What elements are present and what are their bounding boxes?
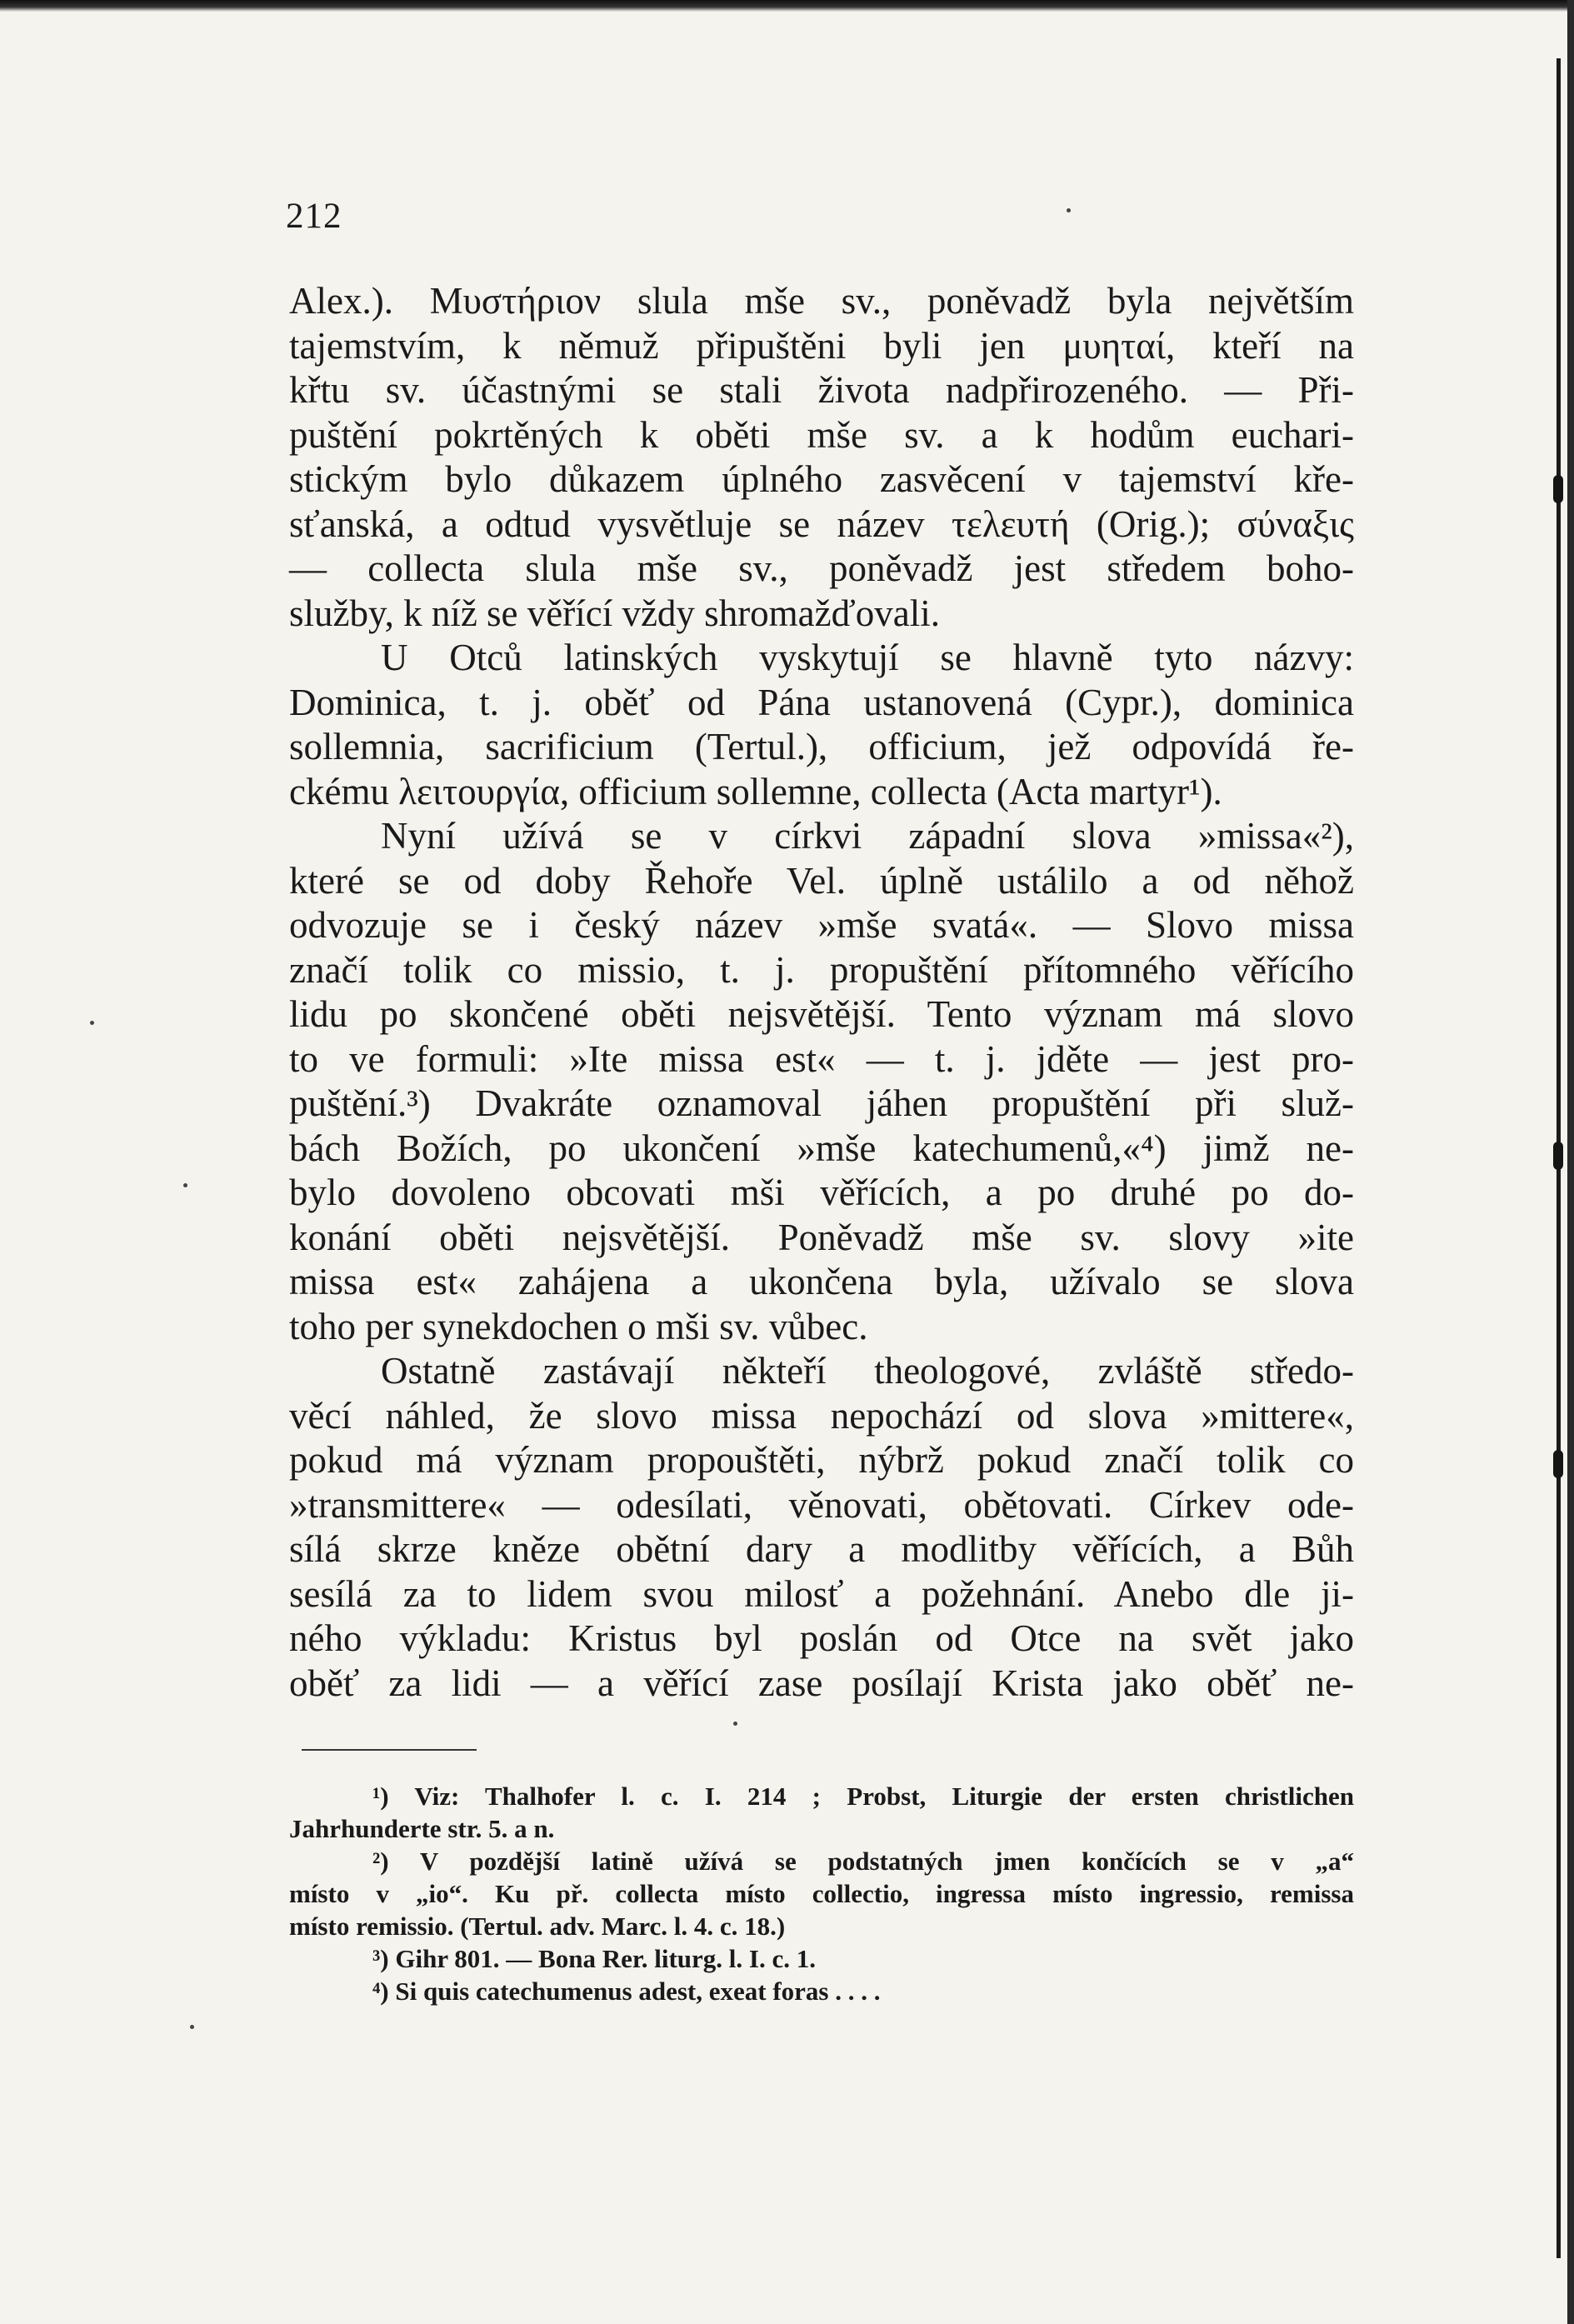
text-line: Dominica, t. j. oběť od Pána ustanovená (Cypr.), dominica — [289, 681, 1354, 723]
text-line: puštění.³) Dvakráte oznamoval jáhen propuštění při služ- — [289, 1082, 1354, 1124]
text-line: »transmittere« — odesílati, věnovati, obětovati. Církev ode- — [289, 1483, 1354, 1526]
text-line: křtu sv. účastnými se stali života nadpřirozeného. — Při- — [289, 369, 1354, 411]
text-line: věcí náhled, že slovo missa nepochází od slova »mittere«, — [289, 1394, 1354, 1437]
footnote-line: Jahrhunderte str. 5. a n. — [289, 1814, 555, 1843]
text-line: tajemstvím, k němuž připuštěni byli jen μυηταί, kteří na — [289, 324, 1354, 367]
text-line: služby, k níž se věřící vždy shromažďovali. — [289, 592, 940, 634]
binding-mark — [1553, 1142, 1563, 1170]
text-line: missa est« zahájena a ukončena byla, užívalo se slova — [289, 1261, 1354, 1302]
text-line: pokud má význam propouštěti, nýbrž pokud značí tolik co — [289, 1439, 1354, 1481]
text-line: toho per synekdochen o mši sv. vůbec. — [289, 1305, 868, 1347]
text-line: sesílá za to lidem svou milosť a požehnání. Anebo dle ji- — [289, 1572, 1354, 1615]
page-number: 212 — [286, 197, 342, 236]
text-line: U Otců latinských vyskytují se hlavně tyto názvy: — [381, 637, 1354, 678]
text-line: konání oběti nejsvětější. Poněvadž mše sv. slovy »ite — [289, 1216, 1354, 1258]
text-line: značí tolik co missio, t. j. propuštění přítomného věřícího — [289, 948, 1354, 991]
scan-speck — [183, 1183, 187, 1187]
scan-top-edge — [0, 0, 1574, 12]
text-line: lidu po skončené oběti nejsvětější. Tento význam má slovo — [289, 993, 1354, 1035]
text-line: ckému λειτουργία, officium sollemne, collecta (Acta martyr¹). — [289, 770, 1222, 812]
scan-speck — [1067, 208, 1071, 212]
scan-right-border — [1567, 0, 1574, 2324]
footnote-line: ¹) Viz: Thalhofer l. c. I. 214 ; Probst, Liturgie der ersten christlichen — [372, 1782, 1354, 1811]
binding-mark — [1553, 475, 1563, 503]
text-line: Alex.). Μυστήριον slula mše sv., poněvadž byla největším — [289, 280, 1354, 322]
text-line: odvozuje se i český název »mše svatá«. — Slovo missa — [289, 904, 1354, 946]
footnote-line: ³) Gihr 801. — Bona Rer. liturg. l. I. c. 1. — [372, 1944, 816, 1973]
text-line: které se od doby Řehoře Vel. úplně ustálilo a od něhož — [289, 859, 1354, 902]
footnote-separator — [302, 1749, 477, 1751]
footnotes — [289, 1780, 1354, 2007]
text-line: Ostatně zastávají někteří theologové, zvláště středo- — [381, 1350, 1354, 1392]
text-line: ného výkladu: Kristus byl poslán od Otce na svět jako — [289, 1617, 1354, 1659]
footnote-line: místo remissio. (Tertul. adv. Marc. l. 4. c. 18.) — [289, 1912, 786, 1941]
text-line: bách Božích, po ukončení »mše katechumenů,«⁴) jimž ne- — [289, 1127, 1354, 1169]
scan-speck — [90, 1021, 94, 1025]
binding-mark — [1553, 1450, 1563, 1478]
text-line: sollemnia, sacrificium (Tertul.), officium, jež odpovídá ře- — [289, 726, 1354, 767]
footnote-line: místo v „io“. Ku př. collecta místo collectio, ingressa místo ingressio, remissa — [289, 1879, 1354, 1908]
text-line: to ve formuli: »Ite missa est« — t. j. jděte — jest pro- — [289, 1037, 1354, 1080]
text-line: — collecta slula mše sv., poněvadž jest středem boho- — [289, 547, 1354, 589]
text-line: sílá skrze kněze obětní dary a modlitby věřících, a Bůh — [289, 1528, 1354, 1570]
text-line: Nyní užívá se v církvi západní slova »missa«²), — [381, 815, 1354, 857]
scan-speck — [733, 1722, 737, 1726]
body-text — [289, 279, 1354, 1706]
text-line: stickým bylo důkazem úplného zasvěcení v tajemství kře- — [289, 458, 1354, 500]
footnote-line: ⁴) Si quis catechumenus adest, exeat foras . . . . — [372, 1977, 881, 2006]
footnote-line: ²) V pozdější latině užívá se podstatných jmen končících se v „a“ — [372, 1847, 1354, 1876]
text-line: puštění pokrtěných k oběti mše sv. a k hodům euchari- — [289, 413, 1354, 456]
text-line: oběť za lidi — a věřící zase posílají Krista jako oběť ne- — [289, 1662, 1354, 1704]
text-line: bylo dovoleno obcovati mši věřících, a po druhé po do- — [289, 1172, 1354, 1213]
scan-speck — [190, 2025, 194, 2029]
text-line: sťanská, a odtud vysvětluje se název τελευτή (Orig.); σύναξις — [289, 502, 1354, 545]
